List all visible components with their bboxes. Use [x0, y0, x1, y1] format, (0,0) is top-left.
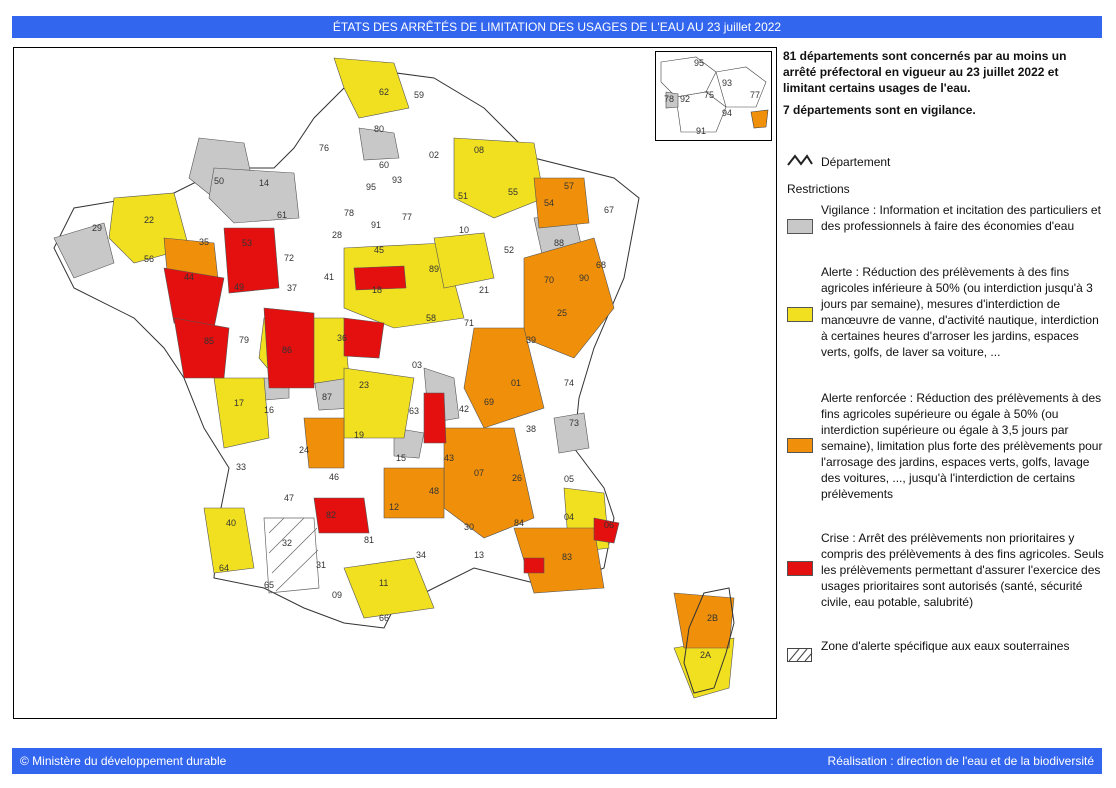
dept-label: 06 [604, 520, 615, 530]
dept-label: 93 [392, 175, 403, 185]
dept-label: 22 [144, 215, 155, 225]
inset-label: 93 [722, 78, 733, 88]
legend-restrictions-title: Restrictions [787, 182, 850, 196]
dept-label: 34 [416, 550, 427, 560]
dept-label: 42 [459, 404, 470, 414]
dept-label: 95 [366, 182, 377, 192]
dept-label: 01 [511, 378, 522, 388]
dept-label: 09 [332, 590, 343, 600]
inset-label: 78 [664, 94, 675, 104]
summary-vigilance: 7 départements sont en vigilance. [783, 103, 976, 117]
dept-label: 73 [569, 418, 580, 428]
dept-label: 69 [484, 397, 495, 407]
dept-label: 35 [199, 237, 210, 247]
legend-groundwater-text: Zone d'alerte spécifique aux eaux souterraines [821, 639, 1070, 653]
dept-label: 05 [564, 474, 575, 484]
dept-label: 36 [337, 333, 348, 343]
dept-label: 39 [526, 335, 537, 345]
map-frame[interactable] [13, 47, 777, 719]
dept-label: 72 [284, 253, 295, 263]
dept-label: 56 [144, 254, 155, 264]
dept-label: 10 [459, 225, 470, 235]
paris-inset [655, 51, 772, 141]
dept-label: 78 [344, 208, 355, 218]
dept-label: 83 [562, 552, 573, 562]
dept-label: 47 [284, 493, 295, 503]
dept-label: 64 [219, 563, 230, 573]
dept-label: 60 [379, 160, 390, 170]
dept-label: 30 [464, 522, 475, 532]
dept-label: 62 [379, 87, 390, 97]
footer-bar [12, 748, 1102, 774]
dept-label: 74 [564, 378, 575, 388]
dept-label: 51 [458, 191, 469, 201]
legend-alerte-renforcee-text: Alerte renforcée : Réduction des prélèvements à des fins agricoles supérieure ou égale à 50% (ou interdiction supérieure ou égale à 3,5 jours par semaine), limitation plus forte des prélèvements pour l'arrosage des jardins, espaces verts, golfs, lavage des voitures, ..., jusqu'à l'interdiction de certains prélèvements [821, 391, 1103, 501]
dept-label: 24 [299, 445, 310, 455]
vigilance-swatch [787, 219, 813, 234]
dept-label: 04 [564, 512, 575, 522]
dept-label: 58 [426, 313, 437, 323]
dept-label: 71 [464, 318, 475, 328]
inset-label: 94 [722, 108, 733, 118]
dept-label: 08 [474, 145, 485, 155]
dept-label: 26 [512, 473, 523, 483]
dept-label: 86 [282, 345, 293, 355]
dept-label: 23 [359, 380, 370, 390]
dept-label: 31 [316, 560, 327, 570]
hatch-swatch-icon [787, 648, 813, 663]
dept-label: 45 [374, 245, 385, 255]
summary [783, 48, 1103, 124]
dept-label: 85 [204, 336, 215, 346]
inset-label: 91 [696, 126, 707, 136]
dept-label: 2A [700, 650, 712, 660]
dept-label: 91 [371, 220, 382, 230]
dept-label: 12 [389, 502, 400, 512]
dept-label: 02 [429, 150, 440, 160]
dept-label: 87 [322, 392, 333, 402]
dept-label: 84 [514, 518, 525, 528]
legend-departement-label: Département [821, 155, 891, 169]
inset-label: 75 [704, 90, 715, 100]
dept-label: 63 [409, 406, 420, 416]
dept-label: 21 [479, 285, 490, 295]
dept-label: 80 [374, 124, 385, 134]
inset-label: 92 [680, 94, 691, 104]
alerte-renforcee-swatch [787, 438, 813, 453]
dept-label: 29 [92, 223, 103, 233]
dept-label: 52 [504, 245, 515, 255]
dept-label: 50 [214, 176, 225, 186]
dept-label: 68 [596, 260, 607, 270]
dept-label: 82 [326, 510, 337, 520]
dept-label: 15 [396, 453, 407, 463]
dept-label: 11 [379, 578, 389, 588]
dept-label: 77 [402, 212, 413, 222]
dept-label: 17 [234, 398, 245, 408]
dept-label: 48 [429, 486, 440, 496]
dept-label: 89 [429, 264, 440, 274]
dept-label: 28 [332, 230, 343, 240]
map-title: ÉTATS DES ARRÊTÉS DE LIMITATION DES USAGES DE L'EAU AU 23 juillet 2022 [12, 16, 1102, 38]
dept-label: 33 [236, 462, 247, 472]
dept-label: 90 [579, 273, 590, 283]
dept-label: 07 [474, 468, 485, 478]
dept-label: 59 [414, 90, 425, 100]
dept-label: 19 [354, 430, 365, 440]
dept-label: 46 [329, 472, 340, 482]
legend-alerte-text: Alerte : Réduction des prélèvements à des fins agricoles inférieure à 50% (ou interdiction jusqu'à 3 jours par semaine), mesures d'interdiction de manœuvre de vanne, d'activité nautique, interdiction à certaines heures d'arroser les jardins, espaces verts, golfs, de laver sa voiture, ... [821, 265, 1099, 359]
legend-vigilance-text: Vigilance : Information et incitation des particuliers et des professionnels à faire des économies d'eau [821, 203, 1101, 233]
inset-label: 77 [750, 90, 761, 100]
dept-label: 32 [282, 538, 293, 548]
dept-label: 41 [324, 272, 335, 282]
dept-label: 53 [242, 238, 253, 248]
legend-crise-text: Crise : Arrêt des prélèvements non prioritaires y compris des prélèvements à des fins agricoles. Seuls les prélèvements permettant d'assurer l'exercice des usages prioritaires sont autorisés (santé, sécurité civile, eau potable, salubrité) [821, 531, 1104, 609]
dept-label: 2B [707, 613, 719, 623]
dept-label: 38 [526, 424, 537, 434]
dept-label: 03 [412, 360, 423, 370]
dept-label: 88 [554, 238, 565, 248]
dept-label: 61 [277, 210, 288, 220]
france-map[interactable] [14, 48, 776, 718]
dept-label: 76 [319, 143, 330, 153]
dept-label: 67 [604, 205, 615, 215]
dept-label: 16 [264, 405, 275, 415]
dept-label: 55 [508, 187, 519, 197]
dept-label: 25 [557, 308, 568, 318]
dept-label: 81 [364, 535, 375, 545]
dept-label: 54 [544, 198, 555, 208]
dept-label: 18 [372, 285, 383, 295]
dept-label: 14 [259, 178, 270, 188]
dept-label: 70 [544, 275, 555, 285]
summary-affected: 81 départements sont concernés par au moins un arrêté préfectoral en vigueur au 23 juillet 2022 et limitant certains usages de l'eau. [783, 49, 1067, 95]
dept-label: 40 [226, 518, 237, 528]
departement-line-icon [787, 153, 813, 167]
crise-swatch [787, 561, 813, 576]
dept-label: 43 [444, 453, 455, 463]
alerte-swatch [787, 307, 813, 322]
footer-credits: Réalisation : direction de l'eau et de la biodiversité [827, 754, 1094, 768]
footer-copyright: © Ministère du développement durable [20, 754, 227, 768]
dept-label: 37 [287, 283, 298, 293]
dept-label: 79 [239, 335, 250, 345]
dept-label: 49 [234, 282, 245, 292]
dept-label: 65 [264, 580, 275, 590]
dept-label: 66 [379, 613, 390, 623]
dept-label: 57 [564, 181, 575, 191]
inset-label: 95 [694, 58, 705, 68]
dept-label: 44 [184, 272, 195, 282]
dept-label: 13 [474, 550, 485, 560]
